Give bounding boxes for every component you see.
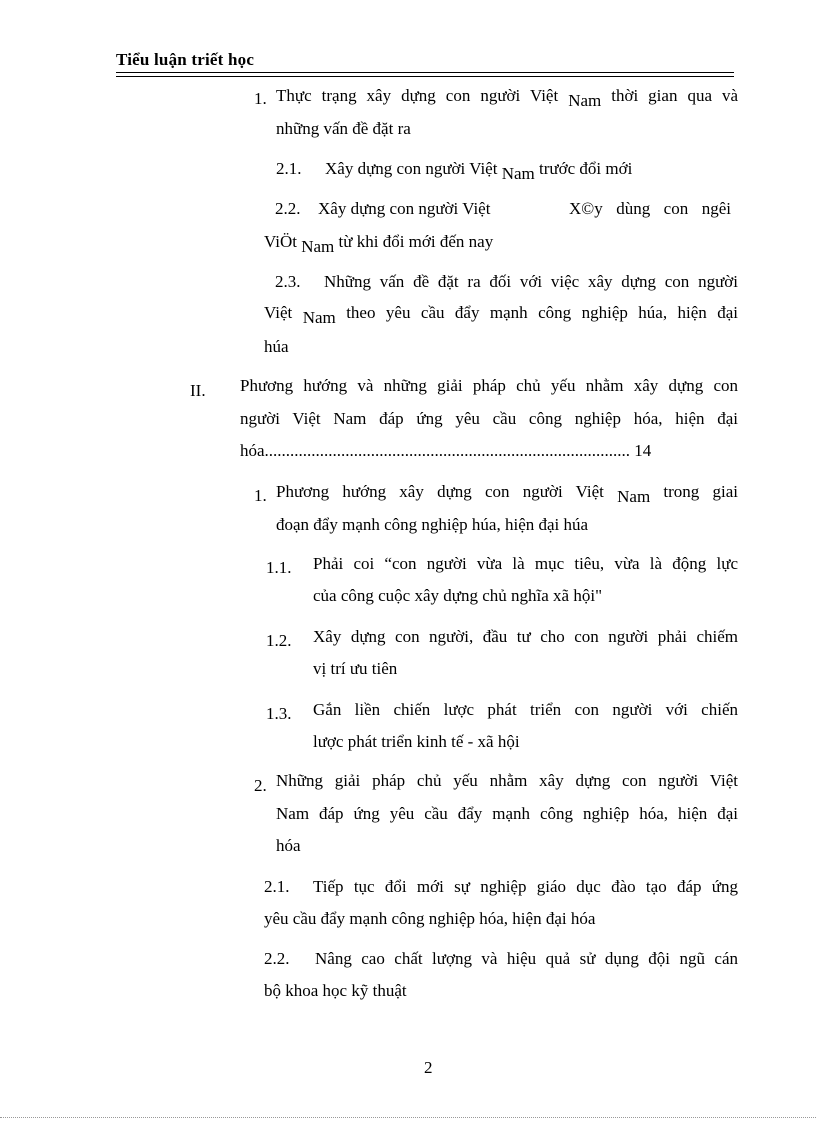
- toc-number: 2.2.: [264, 949, 290, 968]
- toc-entry-continuation: yêu cầu đẩy mạnh công nghiệp hóa, hiện đại hóa: [264, 909, 596, 928]
- toc-entry: Những giải pháp chủ yếu nhằm xây dựng con người Việt: [276, 771, 738, 790]
- toc-entry: Phương hướng và những giải pháp chủ yếu nhằm xây dựng con: [240, 376, 738, 395]
- toc-entry-continuation: người Việt Nam đáp ứng yêu cầu công nghiệp hóa, hiện đại: [240, 409, 738, 428]
- toc-entry: Tiếp tục đổi mới sự nghiệp giáo dục đào tạo đáp ứng: [313, 877, 738, 896]
- header-rule-double: [116, 76, 734, 77]
- toc-entry: Xây dựng con người Việt Nam trước đổi mới: [325, 159, 633, 183]
- toc-entry-continuation: húa: [264, 337, 289, 356]
- toc-entry: Phải coi “con người vừa là mục tiêu, vừa là động lực: [313, 554, 738, 573]
- toc-entry: Những vấn đề đặt ra đối với việc xây dựng con người: [324, 272, 738, 291]
- toc-number: 2.3.: [275, 272, 301, 291]
- toc-entry: Gắn liền chiến lược phát triển con người với chiến: [313, 700, 738, 719]
- page-bottom-edge: [0, 1117, 816, 1118]
- toc-entry-continuation: hóa: [276, 836, 301, 855]
- toc-entry-garbled: X©y dùng con ngêi: [569, 199, 731, 218]
- toc-entry-continuation: đoạn đẩy mạnh công nghiệp húa, hiện đại húa: [276, 515, 589, 534]
- toc-entry: Xây dựng con người Việt: [318, 199, 491, 218]
- toc-number: 2.1.: [264, 877, 290, 896]
- toc-number: 2.2.: [275, 199, 301, 218]
- toc-number: 2.: [254, 776, 267, 795]
- toc-entry-continuation: hóa...................................................................................... 14: [240, 441, 652, 460]
- toc-number: 1.1.: [266, 558, 292, 577]
- page-number: 2: [424, 1058, 433, 1077]
- toc-number: II.: [190, 381, 206, 400]
- toc-entry-continuation: Việt Nam theo yêu cầu đẩy mạnh công nghiệp húa, hiện đại: [264, 303, 739, 327]
- toc-entry: Xây dựng con người, đầu tư cho con người phải chiếm: [313, 627, 738, 646]
- toc-entry: Phương hướng xây dựng con người Việt Nam trong giai: [276, 482, 739, 506]
- toc-number: 2.1.: [276, 159, 302, 178]
- toc-number: 1.3.: [266, 704, 292, 723]
- toc-number: 1.: [254, 89, 267, 108]
- toc-number: 1.2.: [266, 631, 292, 650]
- toc-entry: Nâng cao chất lượng và hiệu quả sử dụng đội ngũ cán: [315, 949, 738, 968]
- toc-entry-continuation: của công cuộc xây dựng chủ nghĩa xã hội": [313, 586, 603, 605]
- toc-entry-continuation: những vấn đề đặt ra: [276, 119, 411, 138]
- toc-entry-continuation: lược phát triển kinh tế - xã hội: [313, 732, 520, 751]
- toc-entry-continuation: ViÖt Nam từ khi đổi mới đến nay: [264, 232, 494, 256]
- toc-entry-continuation: bộ khoa học kỹ thuật: [264, 981, 407, 1000]
- toc-entry-continuation: Nam đáp ứng yêu cầu đẩy mạnh công nghiệp hóa, hiện đại: [276, 804, 738, 823]
- toc-number: 1.: [254, 486, 267, 505]
- header-rule: [116, 72, 734, 73]
- header-title: Tiểu luận triết học: [116, 50, 255, 69]
- toc-entry-continuation: vị trí ưu tiên: [313, 659, 398, 678]
- toc-entry: Thực trạng xây dựng con người Việt Nam thời gian qua và: [276, 86, 739, 110]
